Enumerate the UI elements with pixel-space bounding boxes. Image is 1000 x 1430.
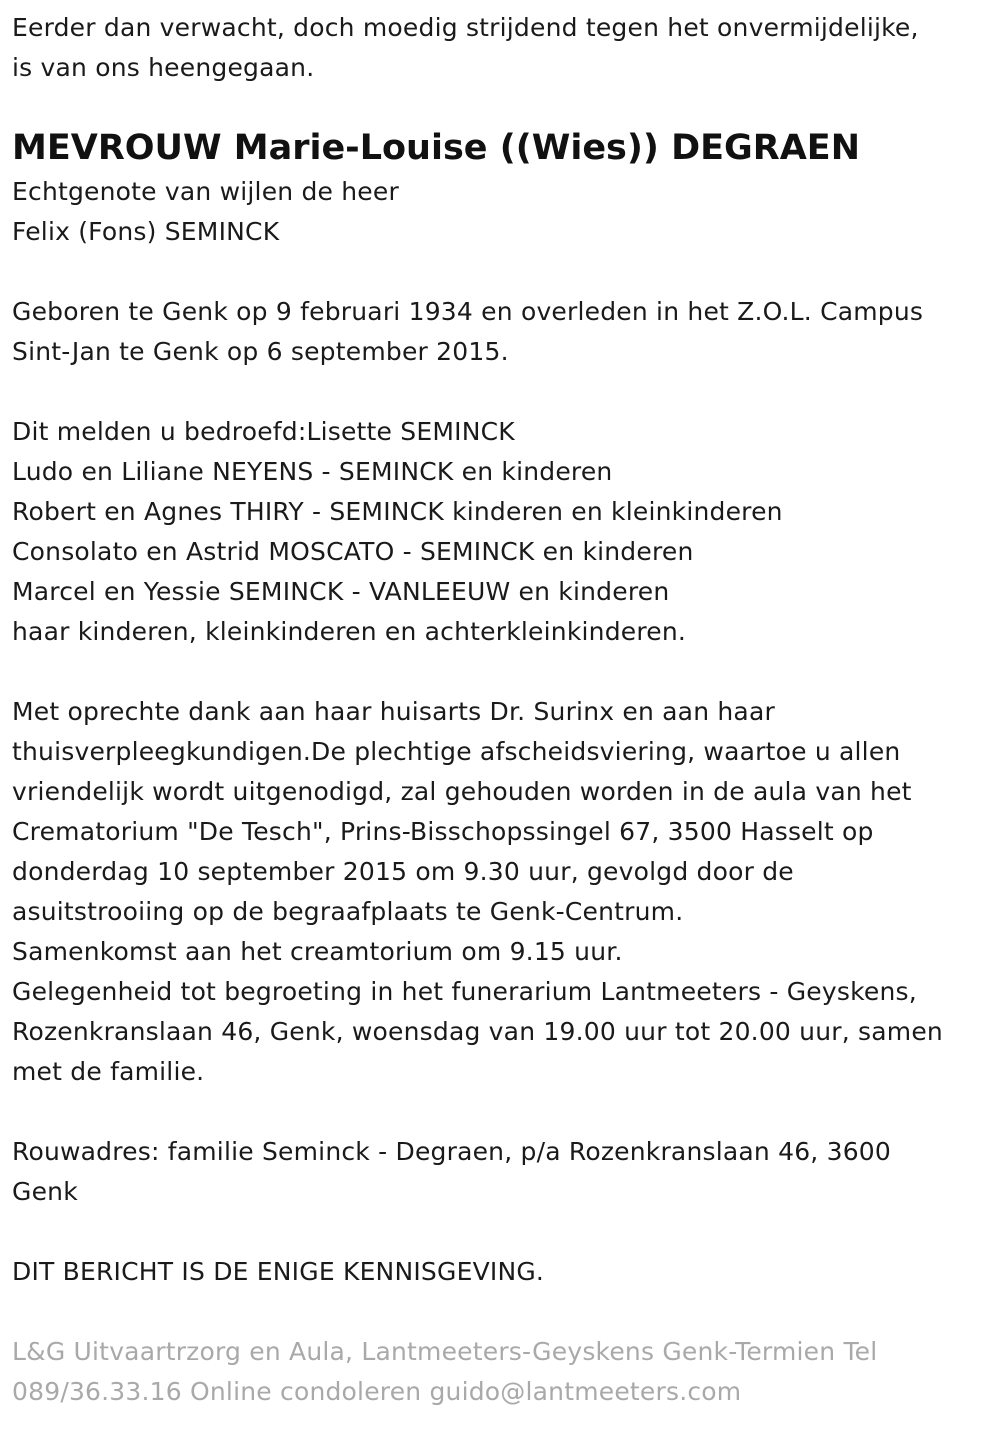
mourners-paragraph bbox=[12, 412, 988, 652]
birth-death-paragraph bbox=[12, 292, 988, 372]
ceremony-line: Samenkomst aan het creamtorium om 9.15 uur. bbox=[12, 937, 623, 966]
mourner-line: Robert en Agnes THIRY - SEMINCK kinderen en kleinkinderen bbox=[12, 497, 783, 526]
ceremony-line: Crematorium "De Tesch", Prins-Bisschopssingel 67, 3500 Hasselt op bbox=[12, 817, 874, 846]
deceased-name-heading: MEVROUW Marie-Louise ((Wies)) DEGRAEN bbox=[12, 128, 860, 168]
intro-paragraph bbox=[12, 8, 988, 88]
address-line: Rouwadres: familie Seminck - Degraen, p/a Rozenkranslaan 46, 3600 bbox=[12, 1137, 892, 1166]
mourner-line: haar kinderen, kleinkinderen en achterkleinkinderen. bbox=[12, 617, 687, 646]
funeral-home-footer bbox=[12, 1332, 988, 1412]
ceremony-line: Gelegenheid tot begroeting in het funerarium Lantmeeters - Geyskens, bbox=[12, 977, 917, 1006]
spacer bbox=[12, 1212, 988, 1252]
ceremony-paragraph bbox=[12, 692, 988, 1092]
ceremony-line: Met oprechte dank aan haar huisarts Dr. Surinx en aan haar bbox=[12, 697, 775, 726]
mourner-line: Ludo en Liliane NEYENS - SEMINCK en kinderen bbox=[12, 457, 613, 486]
spouse-paragraph bbox=[12, 172, 988, 252]
ceremony-line: asuitstrooiing op de begraafplaats te Genk-Centrum. bbox=[12, 897, 684, 926]
mourner-line: Consolato en Astrid MOSCATO - SEMINCK en kinderen bbox=[12, 537, 694, 566]
spacer bbox=[12, 252, 988, 292]
ceremony-line: Rozenkranslaan 46, Genk, woensdag van 19.00 uur tot 20.00 uur, samen bbox=[12, 1017, 943, 1046]
sole-notice-statement: DIT BERICHT IS DE ENIGE KENNISGEVING. bbox=[12, 1257, 545, 1286]
footer-line: L&G Uitvaartrzorg en Aula, Lantmeeters-Geyskens Genk-Termien Tel bbox=[12, 1337, 878, 1366]
intro-line: is van ons heengegaan. bbox=[12, 53, 315, 82]
spacer bbox=[12, 1092, 988, 1132]
spouse-line: Felix (Fons) SEMINCK bbox=[12, 217, 280, 246]
address-line: Genk bbox=[12, 1177, 78, 1206]
ceremony-line: met de familie. bbox=[12, 1057, 205, 1086]
address-paragraph bbox=[12, 1132, 988, 1212]
spacer bbox=[12, 372, 988, 412]
spacer bbox=[12, 1292, 988, 1332]
ceremony-line: vriendelijk wordt uitgenodigd, zal gehouden worden in de aula van het bbox=[12, 777, 912, 806]
mourner-line: Dit melden u bedroefd:Lisette SEMINCK bbox=[12, 417, 515, 446]
ceremony-line: thuisverpleegkundigen.De plechtige afscheidsviering, waartoe u allen bbox=[12, 737, 901, 766]
spouse-line: Echtgenote van wijlen de heer bbox=[12, 177, 399, 206]
birth-death-line: Sint-Jan te Genk op 6 september 2015. bbox=[12, 337, 509, 366]
intro-line: Eerder dan verwacht, doch moedig strijdend tegen het onvermijdelijke, bbox=[12, 13, 919, 42]
footer-line: 089/36.33.16 Online condoleren guido@lantmeeters.com bbox=[12, 1377, 742, 1406]
spacer bbox=[12, 652, 988, 692]
mourner-line: Marcel en Yessie SEMINCK - VANLEEUW en kinderen bbox=[12, 577, 670, 606]
ceremony-line: donderdag 10 september 2015 om 9.30 uur, gevolgd door de bbox=[12, 857, 794, 886]
birth-death-line: Geboren te Genk op 9 februari 1934 en overleden in het Z.O.L. Campus bbox=[12, 297, 924, 326]
